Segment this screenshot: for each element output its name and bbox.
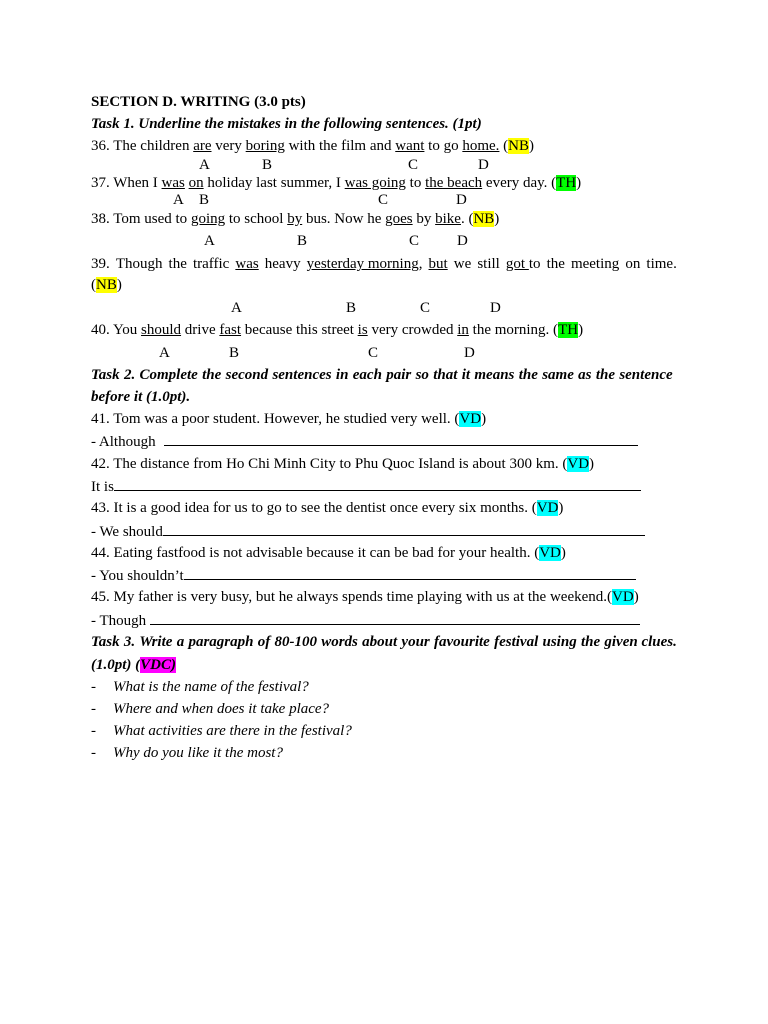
option-label-c: C	[408, 157, 419, 173]
level-badge: VD	[459, 411, 482, 427]
answer-42: It is	[91, 477, 641, 496]
answer-blank[interactable]	[163, 522, 645, 536]
option-label-a: A	[159, 345, 170, 361]
question-43: 43. It is a good idea for us to go to see the dentist once every six months. (VD)	[91, 500, 564, 516]
clue-item: - Why do you like it the most?	[91, 745, 283, 761]
level-badge: VD	[539, 545, 561, 561]
level-badge: VD	[612, 589, 634, 605]
question-36: 36. The children are very boring with the film and want to go home. (NB)	[91, 138, 535, 154]
question-44: 44. Eating fastfood is not advisable because it can be bad for your health. (VD)	[91, 545, 566, 561]
answer-43: - We should	[91, 522, 645, 541]
answer-41: - Although	[91, 432, 638, 451]
option-label-d: D	[464, 345, 475, 361]
level-badge: VDC)	[140, 657, 176, 673]
question-42: 42. The distance from Ho Chi Minh City to Phu Quoc Island is about 300 km. (VD)	[91, 456, 595, 472]
task3-heading-cont: (1.0pt) (VDC)	[91, 657, 176, 673]
level-badge: NB	[473, 211, 495, 227]
task3-heading: Task 3. Write a paragraph of 80-100 words about your favourite festival using the given clues.	[91, 634, 677, 650]
task2-heading: Task 2. Complete the second sentences in each pair so that it means the same as the sentence	[91, 367, 673, 383]
level-badge: VD	[567, 456, 590, 472]
option-label-b: B	[229, 345, 240, 361]
task1-heading: Task 1. Underline the mistakes in the following sentences. (1pt)	[91, 116, 482, 132]
option-label-c: C	[420, 300, 431, 316]
option-label-d: D	[490, 300, 501, 316]
question-40: 40. You should drive fast because this street is very crowded in the morning. (TH)	[91, 322, 584, 338]
option-label-a: A	[231, 300, 242, 316]
answer-blank[interactable]	[184, 566, 636, 580]
option-label-c: C	[409, 233, 420, 249]
option-label-c: C	[378, 192, 389, 208]
question-39: 39. Though the traffic was heavy yesterday morning, but we still got to the meeting on time.	[91, 256, 677, 272]
task2-heading-cont: before it (1.0pt).	[91, 389, 191, 405]
question-41: 41. Tom was a poor student. However, he studied very well. (VD)	[91, 411, 487, 427]
answer-blank[interactable]	[150, 611, 640, 625]
question-45: 45. My father is very busy, but he always spends time playing with us at the weekend.(VD)	[91, 589, 639, 605]
level-badge: NB	[508, 138, 530, 154]
option-label-a: A	[173, 192, 184, 208]
question-37: 37. When I was on holiday last summer, I was going to the beach every day. (TH)	[91, 175, 582, 191]
option-label-d: D	[478, 157, 489, 173]
option-label-a: A	[199, 157, 210, 173]
answer-blank[interactable]	[164, 432, 638, 446]
level-badge: VD	[536, 500, 559, 516]
option-label-b: B	[262, 157, 273, 173]
level-badge: NB	[96, 277, 117, 293]
clue-item: - What activities are there in the festival?	[91, 723, 352, 739]
answer-blank[interactable]	[114, 477, 641, 491]
option-label-a: A	[204, 233, 215, 249]
option-label-b: B	[199, 192, 210, 208]
level-badge: TH	[556, 175, 577, 191]
option-label-c: C	[368, 345, 379, 361]
question-38: 38. Tom used to going to school by bus. Now he goes by bike. (NB)	[91, 211, 500, 227]
question-39-tag: (NB)	[91, 277, 122, 293]
section-heading: SECTION D. WRITING (3.0 pts)	[91, 94, 306, 110]
clue-item: - Where and when does it take place?	[91, 701, 330, 717]
level-badge: TH	[558, 322, 579, 338]
option-label-b: B	[346, 300, 357, 316]
clue-item: - What is the name of the festival?	[91, 679, 309, 695]
answer-44: - You shouldn’t	[91, 566, 636, 585]
option-label-d: D	[457, 233, 468, 249]
option-label-d: D	[456, 192, 467, 208]
option-label-b: B	[297, 233, 308, 249]
answer-45: - Though	[91, 611, 640, 630]
